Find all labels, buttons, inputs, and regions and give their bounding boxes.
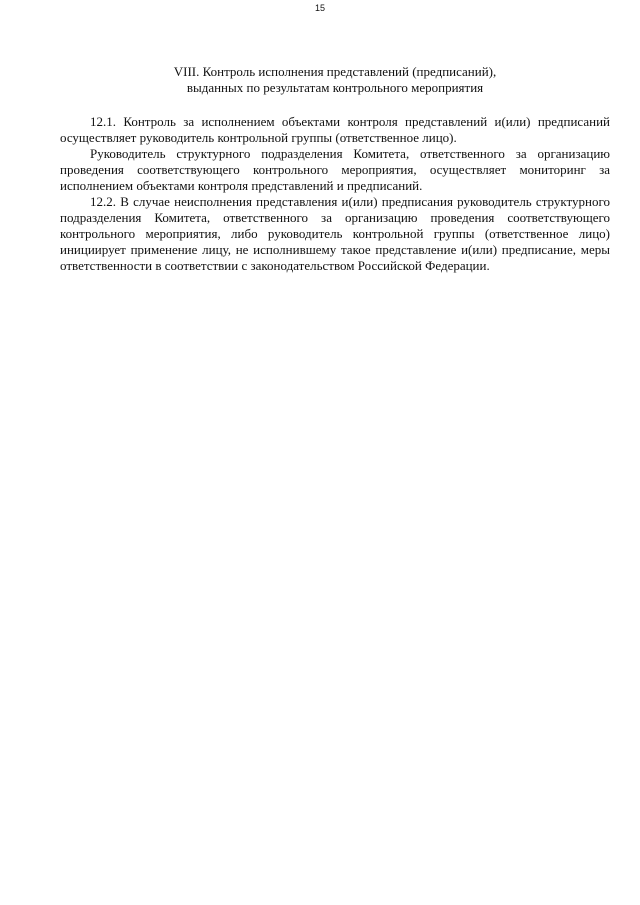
section-heading — [60, 64, 610, 96]
document-body — [60, 114, 610, 274]
page-number: 15 — [314, 3, 325, 13]
paragraph-12-1: 12.1. Контроль за исполнением объектами контроля представлений и(или) предписаний осуществляет руководитель контрольной группы (ответственное лицо). — [60, 114, 610, 145]
section-heading-line-2: выданных по результатам контрольного мероприятия — [186, 80, 484, 95]
paragraph-12-2: 12.2. В случае неисполнения представления и(или) предписания руководитель структурного подразделения Комитета, ответственного за организацию проведения соответствующего контрольного мероприятия, либо руководитель контрольной группы (ответственное лицо) инициирует применение лицу, не исполнившему такое представление и(или) предписание, меры ответственности в соответствии с законодательством Российской Федерации. — [60, 194, 610, 273]
section-heading-line-1: VIII. Контроль исполнения представлений (предписаний), — [173, 64, 497, 79]
paragraph-monitoring: Руководитель структурного подразделения Комитета, ответственного за организацию проведения соответствующего контрольного мероприятия, осуществляет мониторинг за исполнением объектами контроля представлений и предписаний. — [60, 146, 610, 193]
